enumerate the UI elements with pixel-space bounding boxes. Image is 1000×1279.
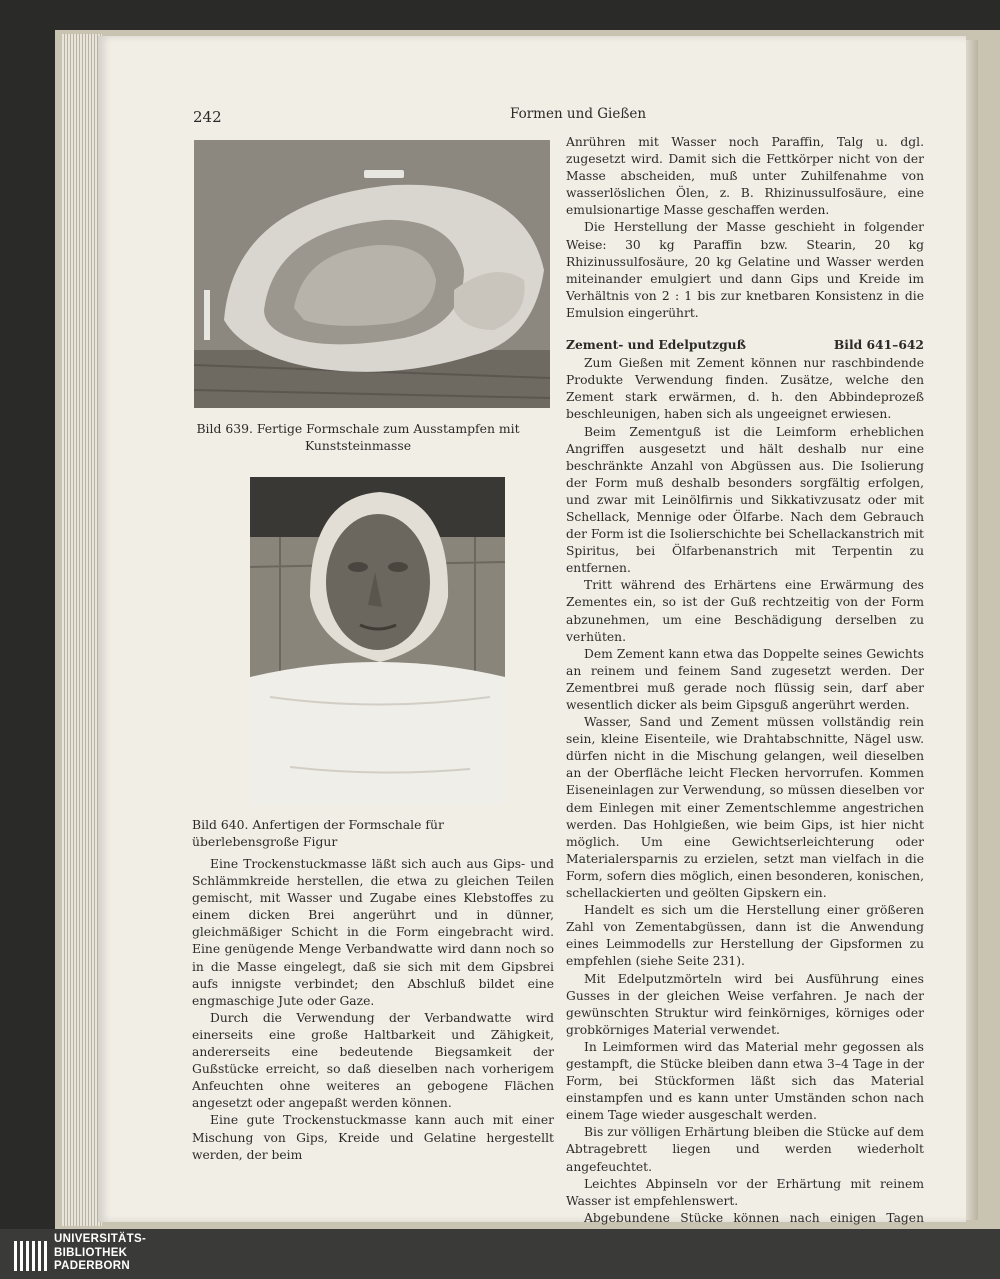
figure-640-caption: Bild 640. Anfertigen der Formschale für überlebensgroße Figur <box>192 817 444 849</box>
section-title: Zement- und Edelputzguß <box>566 337 746 353</box>
figure-640-photo <box>250 477 505 805</box>
left-paragraph: Durch die Verwendung der Verbandwatte wird einerseits eine große Haltbarkeit und Zähigkeit, andererseits eine bedeutende Biegsamkeit der Gußstücke erreicht, so daß dieselben nach vorherigem Anfeuchten ohne weiteres an gebogene Flächen angesetzt oder angepaßt werden können. <box>192 1010 554 1111</box>
page-right-edge <box>966 40 978 1220</box>
library-footer <box>0 1229 1000 1279</box>
right-column-text <box>566 134 924 1244</box>
right-paragraph: Zum Gießen mit Zement können nur raschbindende Produkte Verwendung finden. Zusätze, welche den Zement stark erwärmen, d. h. den Abbindeprozeß beschleunigen, haben sich als ungeeignet erwiesen. <box>566 356 924 422</box>
library-logo-icon <box>12 1237 50 1273</box>
right-paragraph: In Leimformen wird das Material mehr gegossen als gestampft, die Stücke bleiben dann etwa 3–4 Tage in der Form, bei Stückformen läßt sich das Material einstampfen und es kann unter Umständen schon nach einem Tage wieder ausgeschalt werden. <box>566 1039 924 1123</box>
right-paragraph: Dem Zement kann etwa das Doppelte seines Gewichts an reinem und feinem Sand zugesetzt werden. Der Zementbrei muß gerade noch flüssig sein, darf aber wesentlich dicker als beim Gipsguß angerührt werden. <box>566 646 924 712</box>
section-heading <box>566 336 924 353</box>
figure-639-photo <box>194 140 550 408</box>
left-column-text <box>192 856 554 1164</box>
right-paragraph: Beim Zementguß ist die Leimform erheblichen Angriffen ausgesetzt und hält deshalb nur eine beschränkte Anzahl von Abgüssen aus. Die Isolierung der Form muß deshalb besonders sorgfältig erfolgen, und zwar mit Leinölfirnis und Sikkativzusatz oder mit Schellack, Mennige oder Ölfarbe. Nach dem Gebrauch der Form ist die Isolierschichte bei Schellackanstrich mit Spiritus, bei Ölfarbenanstrich mit Terpentin zu entfernen. <box>566 424 924 576</box>
book-page <box>98 36 966 1225</box>
right-paragraph: Mit Edelputzmörteln wird bei Ausführung eines Gusses in der gleichen Weise verfahren. Je nach der gewünschten Struktur wird feinkörniges, körniges oder grobkörniges Material verwendet. <box>566 971 924 1037</box>
running-title: Formen und Gießen <box>509 106 647 122</box>
section-figure-ref: Bild 641–642 <box>833 337 924 353</box>
right-paragraph: Wasser, Sand und Zement müssen vollständig rein sein, kleine Eisenteile, wie Drahtabschnitte, Nägel usw. dürfen nicht in die Mischung gelangen, weil dieselben an der Oberfläche leicht Flecken hervorrufen. Kommen Eiseneinlagen zur Verwendung, so müssen dieselben vor dem Einlegen mit einer Zementschlemme angestrichen werden. Das Hohlgießen, wie beim Gips, ist hier nicht möglich. Um eine Gewichtserleichterung oder Materialersparnis zu erzielen, setzt man vielfach in die Form, sofern dies möglich, einen besonderen, konischen, schellackierten und geölten Gipskern ein. <box>566 715 924 901</box>
page-stack-edge <box>62 34 102 1226</box>
library-name-line: PADERBORN <box>54 1260 130 1272</box>
right-paragraph: Bis zur völligen Erhärtung bleiben die Stücke auf dem Abtragebrett liegen und werden wiederholt angefeuchtet. <box>566 1125 924 1174</box>
page-number: 242 <box>193 108 222 126</box>
right-paragraph: Anrühren mit Wasser noch Paraffin, Talg u. dgl. zugesetzt wird. Damit sich die Fettkörper nicht von der Masse abscheiden, muß unter Zuhilfenahme von wasserlöslichen Ölen, z. B. Rhizinussulfosäure, eine emulsionartige Masse geschaffen werden. <box>566 135 924 218</box>
figure-639-caption: Bild 639. Fertige Formschale zum Ausstampfen mit Kunststeinmasse <box>196 421 520 453</box>
left-paragraph: Eine gute Trockenstuckmasse kann auch mit einer Mischung von Gips, Kreide und Gelatine hergestellt werden, der beim <box>192 1113 554 1162</box>
library-name-line: UNIVERSITÄTS- <box>54 1233 147 1245</box>
library-name-line: BIBLIOTHEK <box>54 1246 128 1259</box>
right-paragraph: Handelt es sich um die Herstellung einer größeren Zahl von Zementabgüssen, dann ist die Anwendung eines Leimmodells zur Herstellung der Gipsformen zu empfehlen (siehe Seite 231). <box>566 903 924 969</box>
library-name <box>54 1233 146 1274</box>
right-paragraph: Leichtes Abpinseln vor der Erhärtung mit reinem Wasser ist empfehlenswert. <box>566 1176 924 1208</box>
right-paragraph: Tritt während des Erhärtens eine Erwärmung des Zementes ein, so ist der Guß rechtzeitig von der Form abzunehmen, um eine Beschädigung derselben zu verhüten. <box>566 578 924 644</box>
right-paragraph: Abgebundene Stücke können nach einigen Tagen <box>584 1210 924 1225</box>
right-paragraph: Die Herstellung der Masse geschieht in folgender Weise: 30 kg Paraffin bzw. Stearin, 20 kg Rhizinussulfosäure, 20 kg Gelatine und Wasser werden miteinander emulgiert und dann Gips und Kreide im Verhältnis von 2 : 1 bis zur knetbaren Konsistenz in die Emulsion eingerührt. <box>566 220 924 320</box>
left-paragraph: Eine Trockenstuckmasse läßt sich auch aus Gips- und Schlämmkreide herstellen, die etwa zu gleichen Teilen gemischt, mit Wasser und Zugabe eines Klebstoffes zu einem dicken Brei angerührt und in dünner, gleichmäßiger Schicht in die Form eingebracht wird. Eine genügende Menge Verbandwatte wird dann noch so in die Masse eingelegt, daß sie sich mit dem Gipsbrei aufs innigste verbindet; den Abschluß bildet eine engmaschige Jute oder Gaze. <box>192 857 554 1008</box>
